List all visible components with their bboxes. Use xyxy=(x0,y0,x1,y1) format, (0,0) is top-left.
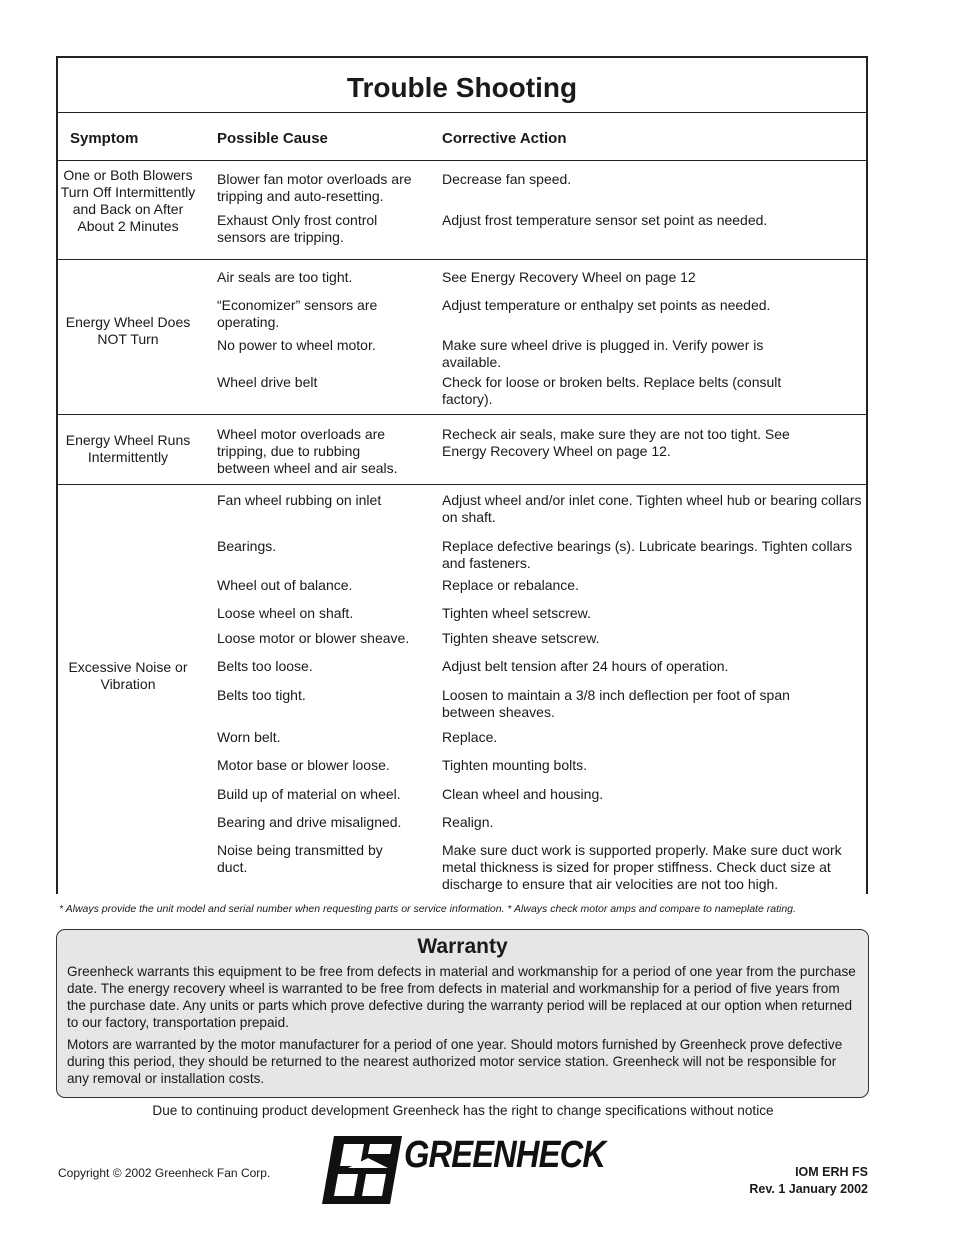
warranty-box xyxy=(56,929,869,1098)
action-cell: Tighten sheave setscrew. xyxy=(442,630,600,646)
action-cell: Adjust frost temperature sensor set point as needed. xyxy=(442,212,768,228)
cause-cell: Bearing and drive misaligned. xyxy=(217,814,402,830)
specification-notice: Due to continuing product development Greenheck has the right to change specifications without notice xyxy=(152,1103,774,1118)
cause-cell: Bearings. xyxy=(217,538,277,554)
greenheck-logo-text: GREENHECK xyxy=(404,1134,606,1176)
cause-cell: Belts too loose. xyxy=(217,658,313,674)
action-cell: Clean wheel and housing. xyxy=(442,786,604,802)
cause-cell: Loose wheel on shaft. xyxy=(217,605,354,621)
divider xyxy=(58,259,866,260)
cause-cell: Blower fan motor overloads are tripping and auto-resetting. xyxy=(217,171,412,204)
document-id xyxy=(749,1164,868,1198)
cause-cell: Wheel drive belt xyxy=(217,374,318,390)
action-cell: Decrease fan speed. xyxy=(442,171,572,187)
symptom-excessive-noise: Excessive Noise or Vibration xyxy=(68,659,188,692)
header-possible-cause: Possible Cause xyxy=(217,130,328,147)
action-cell: Replace defective bearings (s). Lubricate bearings. Tighten collars and fasteners. xyxy=(442,538,853,571)
symptom-wheel-runs-intermittently: Energy Wheel Runs Intermittently xyxy=(65,432,191,465)
warranty-title: Warranty xyxy=(417,935,508,958)
action-cell: Tighten wheel setscrew. xyxy=(442,605,591,621)
symptom-wheel-does-not-turn: Energy Wheel Does NOT Turn xyxy=(65,314,191,347)
troubleshooting-table xyxy=(56,56,868,894)
cause-cell: Build up of material on wheel. xyxy=(217,786,401,802)
greenheck-logo xyxy=(320,1134,620,1206)
cause-cell: Worn belt. xyxy=(217,729,281,745)
cause-cell: “Economizer” sensors are operating. xyxy=(217,297,378,330)
troubleshooting-title: Trouble Shooting xyxy=(346,72,578,103)
copyright: Copyright © 2002 Greenheck Fan Corp. xyxy=(58,1166,271,1180)
divider xyxy=(58,414,866,415)
cause-cell: Belts too tight. xyxy=(217,687,306,703)
divider xyxy=(58,160,866,161)
cause-cell: Loose motor or blower sheave. xyxy=(217,630,410,646)
action-cell: Make sure wheel drive is plugged in. Verify power is available. xyxy=(442,337,764,370)
symptom-blowers-turn-off: One or Both Blowers Turn Off Intermittently and Back on After About 2 Minutes xyxy=(60,167,196,234)
header-symptom: Symptom xyxy=(70,130,139,147)
action-cell: Adjust temperature or enthalpy set points as needed. xyxy=(442,297,771,313)
action-cell: Tighten mounting bolts. xyxy=(442,757,588,773)
action-cell: Adjust belt tension after 24 hours of operation. xyxy=(442,658,729,674)
action-cell: See Energy Recovery Wheel on page 12 xyxy=(442,269,696,285)
cause-cell: Air seals are too tight. xyxy=(217,269,353,285)
action-cell: Recheck air seals, make sure they are not too tight. See Energy Recovery Wheel on page 12. xyxy=(442,426,790,459)
footnote: * Always provide the unit model and serial number when requesting parts or service information. * Always check motor amps and compare to nameplate rating. xyxy=(59,903,796,915)
action-cell: Check for loose or broken belts. Replace belts (consult factory). xyxy=(442,374,782,407)
header-corrective-action: Corrective Action xyxy=(442,130,567,147)
cause-cell: Fan wheel rubbing on inlet xyxy=(217,492,382,508)
doc-number: IOM ERH FS xyxy=(795,1165,868,1179)
action-cell: Replace. xyxy=(442,729,498,745)
cause-cell: Wheel motor overloads are tripping, due to rubbing between wheel and air seals. xyxy=(217,426,398,476)
warranty-paragraph: Greenheck warrants this equipment to be free from defects in material and workmanship for a period of one year from the purchase date. The energy recovery wheel is warranted to be free from defects in material and workmanship for a period of five years from the purchase date. Any units or parts which prove defective during the warranty period will be replaced at our option when returned to our factory, transportation prepaid. xyxy=(67,964,856,1030)
cause-cell: No power to wheel motor. xyxy=(217,337,376,353)
action-cell: Realign. xyxy=(442,814,494,830)
cause-cell: Motor base or blower loose. xyxy=(217,757,390,773)
greenheck-logo-mark-icon xyxy=(320,1134,404,1206)
cause-cell: Exhaust Only frost control sensors are tripping. xyxy=(217,212,378,245)
action-cell: Adjust wheel and/or inlet cone. Tighten wheel hub or bearing collars on shaft. xyxy=(442,492,862,525)
divider xyxy=(58,112,866,113)
divider xyxy=(58,484,866,485)
action-cell: Make sure duct work is supported properly. Make sure duct work metal thickness is sized for proper stiffness. Check duct size at discharge to ensure that air velocities are not too high. xyxy=(442,842,842,892)
cause-cell: Noise being transmitted by duct. xyxy=(217,842,383,875)
warranty-paragraph: Motors are warranted by the motor manufacturer for a period of one year. Should motors furnished by Greenheck prove defective during this period, they should be returned to the nearest authorized motor service station. Greenheck will not be responsible for any removal or installation costs. xyxy=(67,1037,843,1086)
revision-date: Rev. 1 January 2002 xyxy=(749,1182,868,1196)
action-cell: Replace or rebalance. xyxy=(442,577,579,593)
action-cell: Loosen to maintain a 3/8 inch deflection per foot of span between sheaves. xyxy=(442,687,790,720)
cause-cell: Wheel out of balance. xyxy=(217,577,353,593)
